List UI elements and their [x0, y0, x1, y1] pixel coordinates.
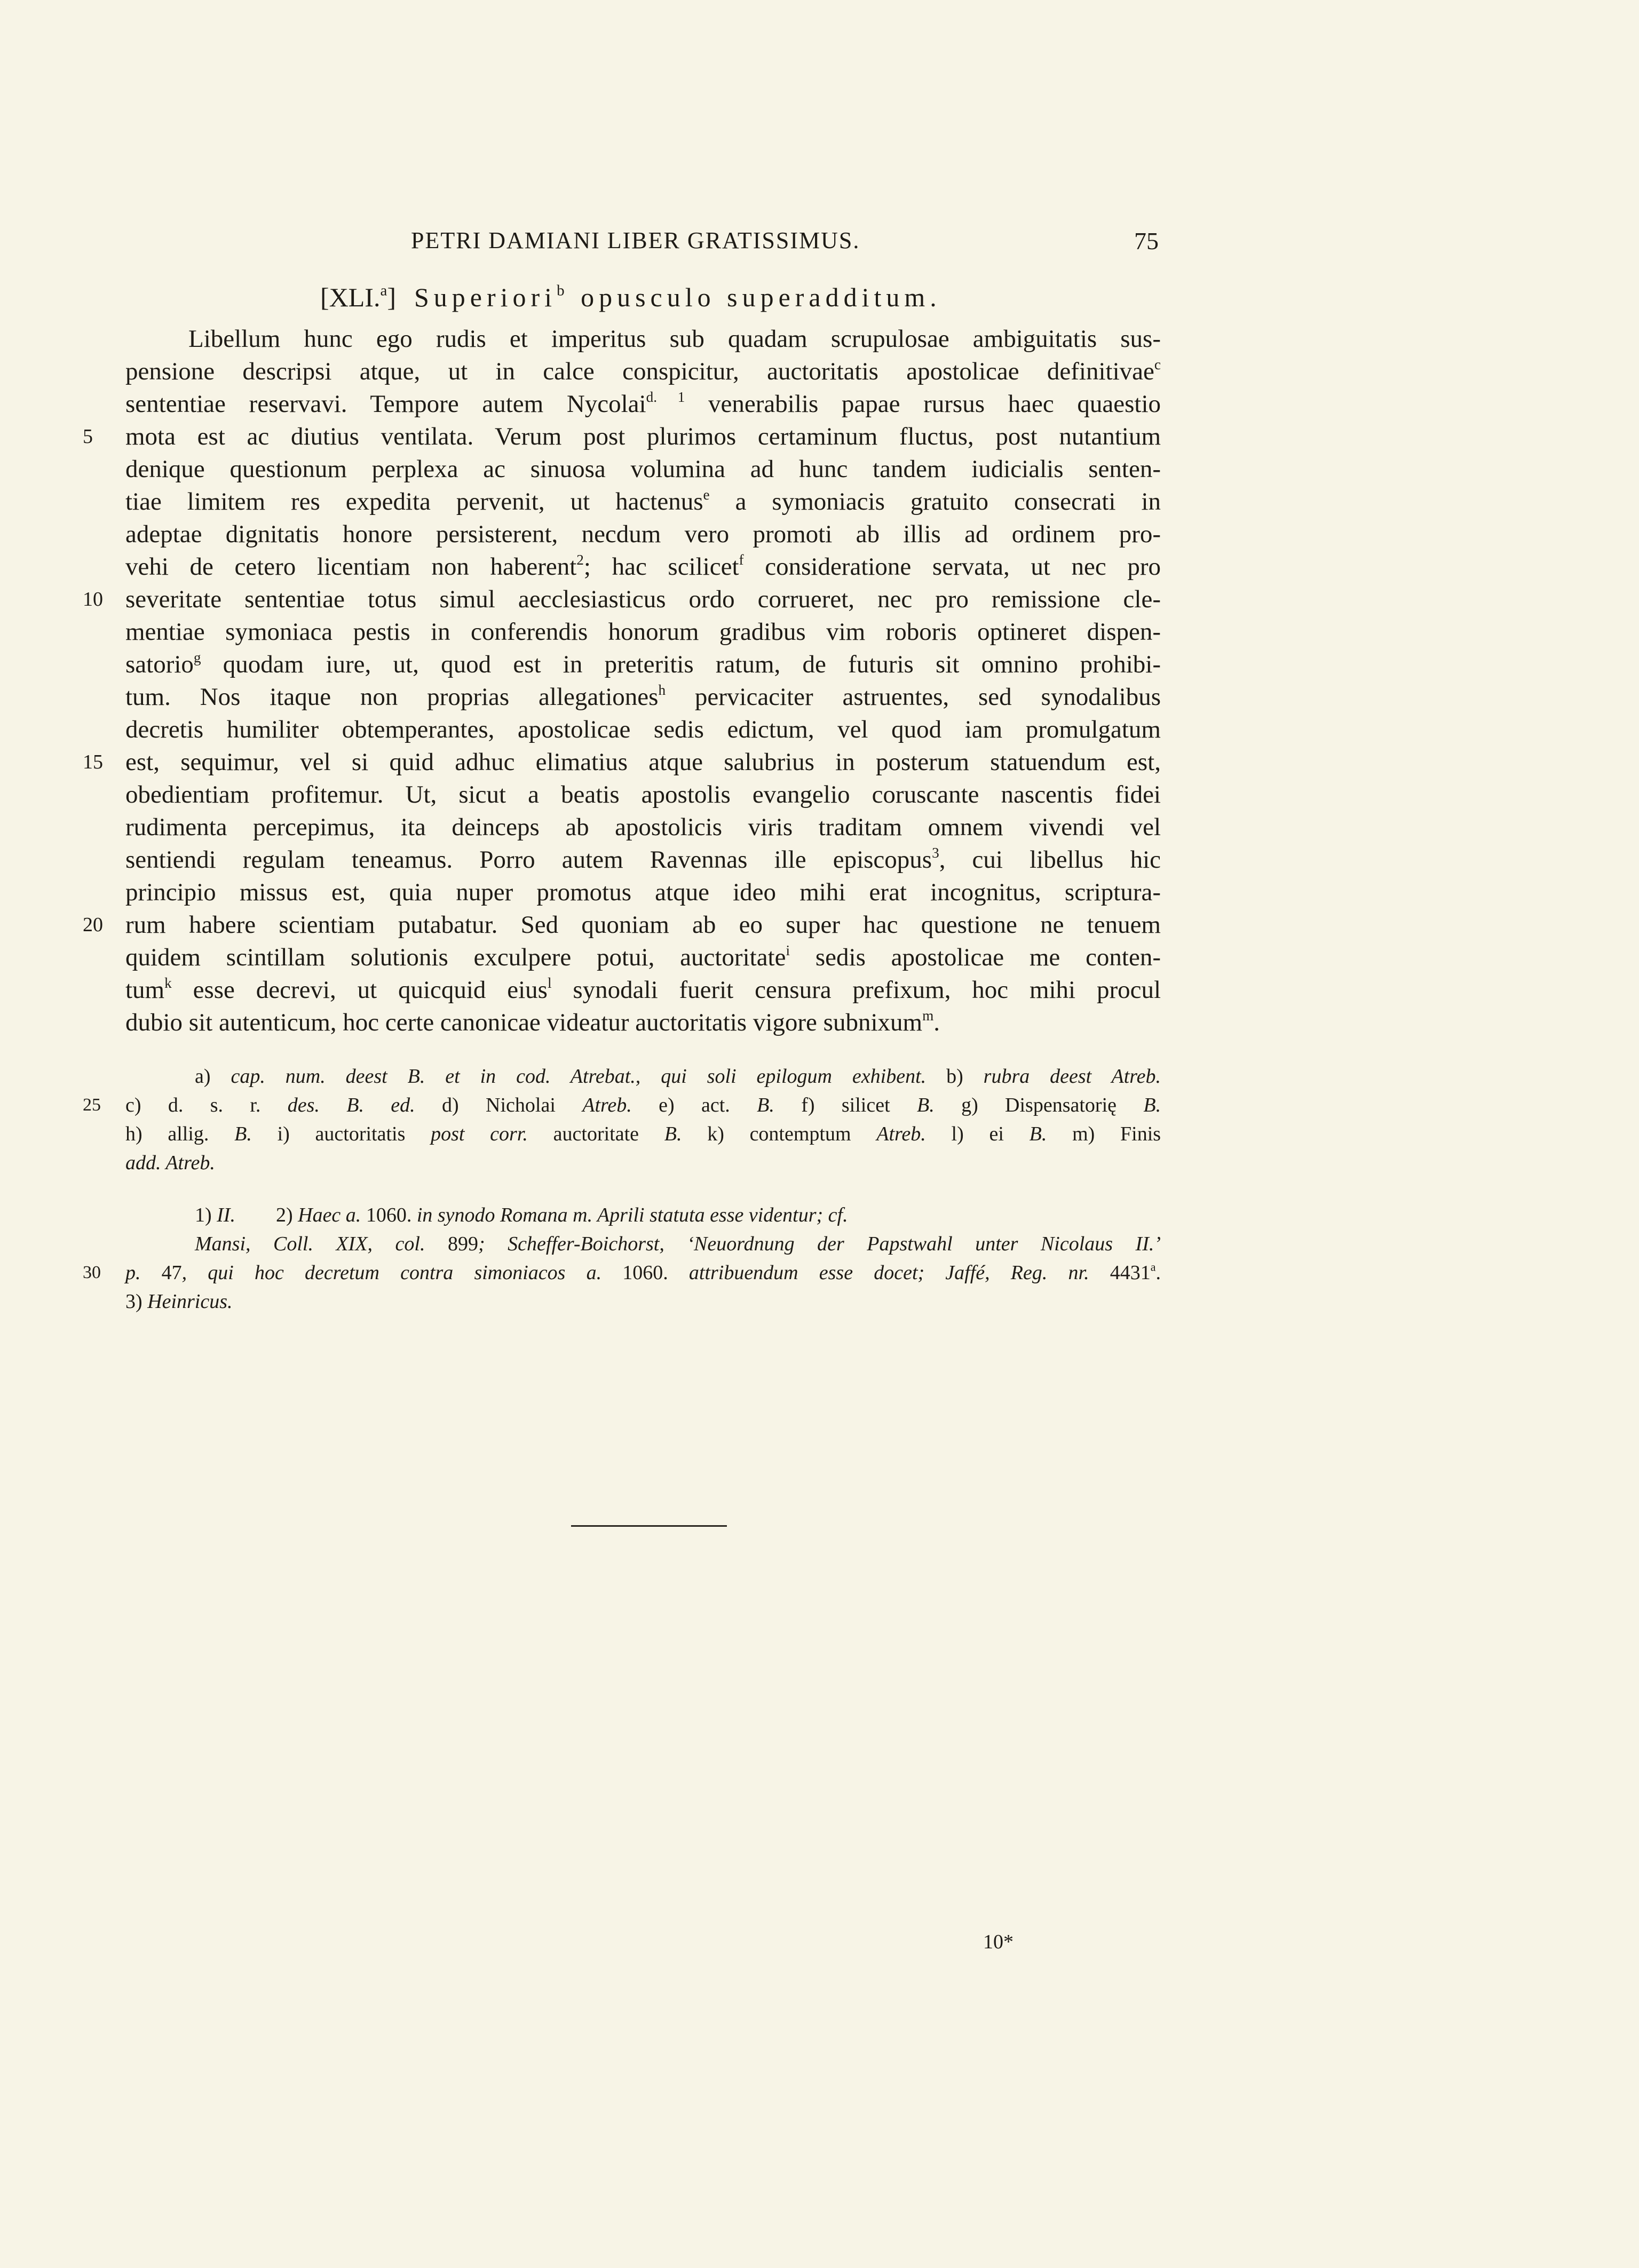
text-line: tum. Nos itaque non proprias allegationes$^h$ pervicaciter astruentes, sed synodalibus — [125, 681, 1161, 711]
text-line: 20 rum habere scientiam putabatur. Sed quoniam ab eo super hac questione ne tenuem — [125, 909, 1161, 941]
text-line: adeptae dignitatis honore persisterent, necdum vero promoti ab illis ad ordinem pro- — [125, 520, 1161, 548]
chapter-title: Superiori$^b$ opusculo superadditum. — [414, 282, 941, 312]
note-mark: a — [380, 282, 387, 299]
page-number: 75 — [1134, 227, 1159, 255]
apparatus-line: h) allig. B. i) auctoritatis post corr. auctoritate B. k) contemptum Atreb. l) ei B. m) Finis — [125, 1123, 1161, 1145]
text-line: 15 est, sequimur, vel si quid adhuc elimatius atque salubrius in posterum statuendum est, — [125, 746, 1161, 779]
note-mark: b — [557, 282, 569, 299]
text-line: pensione descripsi atque, ut in calce conspicitur, auctoritatis apostolicae definitivae$^c$ — [125, 356, 1161, 385]
text-line: 5 mota est ac diutius ventilata. Verum post plurimos certaminum fluctus, post nutantium — [125, 421, 1161, 453]
critical-apparatus — [83, 1062, 1161, 1177]
text-line: tiae limitem res expedita pervenit, ut hactenus$^e$ a symoniacis gratuito consecrati in — [125, 486, 1161, 516]
text-line: sententiae reservavi. Tempore autem Nycolai$^{d. 1}$ venerabilis papae rursus haec quaestio — [125, 388, 1161, 418]
chapter-heading — [320, 282, 941, 313]
text-line: mentiae symoniaca pestis in conferendis honorum gradibus vim roboris optineret dispen- — [125, 618, 1161, 646]
line-number: 25 — [83, 1095, 101, 1115]
text-line: denique questionum perplexa ac sinuosa volumina ad hunc tandem iudicialis senten- — [125, 455, 1161, 483]
footnote-line: 30 p. 47, qui hoc decretum contra simoniacos a. 1060. attribuendum esse docet; Jaffé, Reg. nr. 4431$^a$. — [125, 1258, 1161, 1287]
text-line: tum$^k$ esse decrevi, ut quicquid eius$^l$ synodali fuerit censura prefixum, hoc mihi procul — [125, 974, 1161, 1004]
text-line: dubio sit autenticum, hoc certe canonicae videatur auctoritatis vigore subnixum$^m$. — [125, 1007, 940, 1036]
apparatus-line: a) cap. num. deest B. et in cod. Atrebat., qui soli epilogum exhibent. b) rubra deest Atreb. — [195, 1065, 1161, 1088]
footnote-line: Mansi, Coll. XIX, col. 899; Scheffer-Boichorst, ‘Neuordnung der Papstwahl unter Nicolaus II.’ — [195, 1233, 1161, 1255]
end-rule — [571, 1525, 727, 1527]
text-line: decretis humiliter obtemperantes, apostolicae sedis edictum, vel quod iam promulgatum — [125, 716, 1161, 743]
line-number: 10 — [83, 588, 103, 610]
text-line: sentiendi regulam teneamus. Porro autem Ravennas ille episcopus$^3$, cui libellus hic — [125, 844, 1161, 874]
text-line: vehi de cetero licentiam non haberent$^2$; hac scilicet$^f$ consideratione servata, ut nec pro — [125, 551, 1161, 581]
line-number: 5 — [83, 425, 93, 448]
text-line: obedientiam profitemur. Ut, sicut a beatis apostolis evangelio coruscante nascentis fidei — [125, 781, 1161, 808]
footnotes — [83, 1201, 1161, 1316]
apparatus-line: add. Atreb. — [125, 1152, 215, 1174]
text-line: 10 severitate sententiae totus simul aecclesiasticus ordo corrueret, nec pro remissione cle- — [125, 583, 1161, 616]
line-number: 15 — [83, 751, 103, 773]
text-line: Libellum hunc ego rudis et imperitus sub quadam scrupulosae ambiguitatis sus- — [188, 325, 1161, 353]
text-line: quidem scintillam solutionis exculpere potui, auctoritate$^i$ sedis apostolicae me conten- — [125, 942, 1161, 971]
chapter-number: [XLI. — [320, 282, 381, 312]
running-title: PETRI DAMIANI LIBER GRATISSIMUS. — [411, 227, 860, 253]
line-number: 20 — [83, 914, 103, 936]
text-line: rudimenta percepimus, ita deinceps ab apostolicis viris traditam omnem vivendi vel — [125, 813, 1161, 841]
signature-mark: 10* — [983, 1931, 1014, 1953]
text-line: principio missus est, quia nuper promotus atque ideo mihi erat incognitus, scriptura- — [125, 878, 1161, 906]
line-number: 30 — [83, 1263, 101, 1282]
chapter-number-close: ] — [387, 282, 396, 312]
text-line: satorio$^g$ quodam iure, ut, quod est in preteritis ratum, de futuris sit omnino prohibi- — [125, 649, 1161, 678]
apparatus-line: 25 c) d. s. r. des. B. ed. d) Nicholai Atreb. e) act. B. f) silicet B. g) Dispensatorię B. — [125, 1091, 1161, 1120]
footnote-line: 1) II. 2) Haec a. 1060. in synodo Romana m. Aprili statuta esse videntur; cf. — [195, 1204, 848, 1226]
footnote-line: 3) Heinricus. — [125, 1290, 233, 1313]
main-text — [83, 323, 1161, 1039]
